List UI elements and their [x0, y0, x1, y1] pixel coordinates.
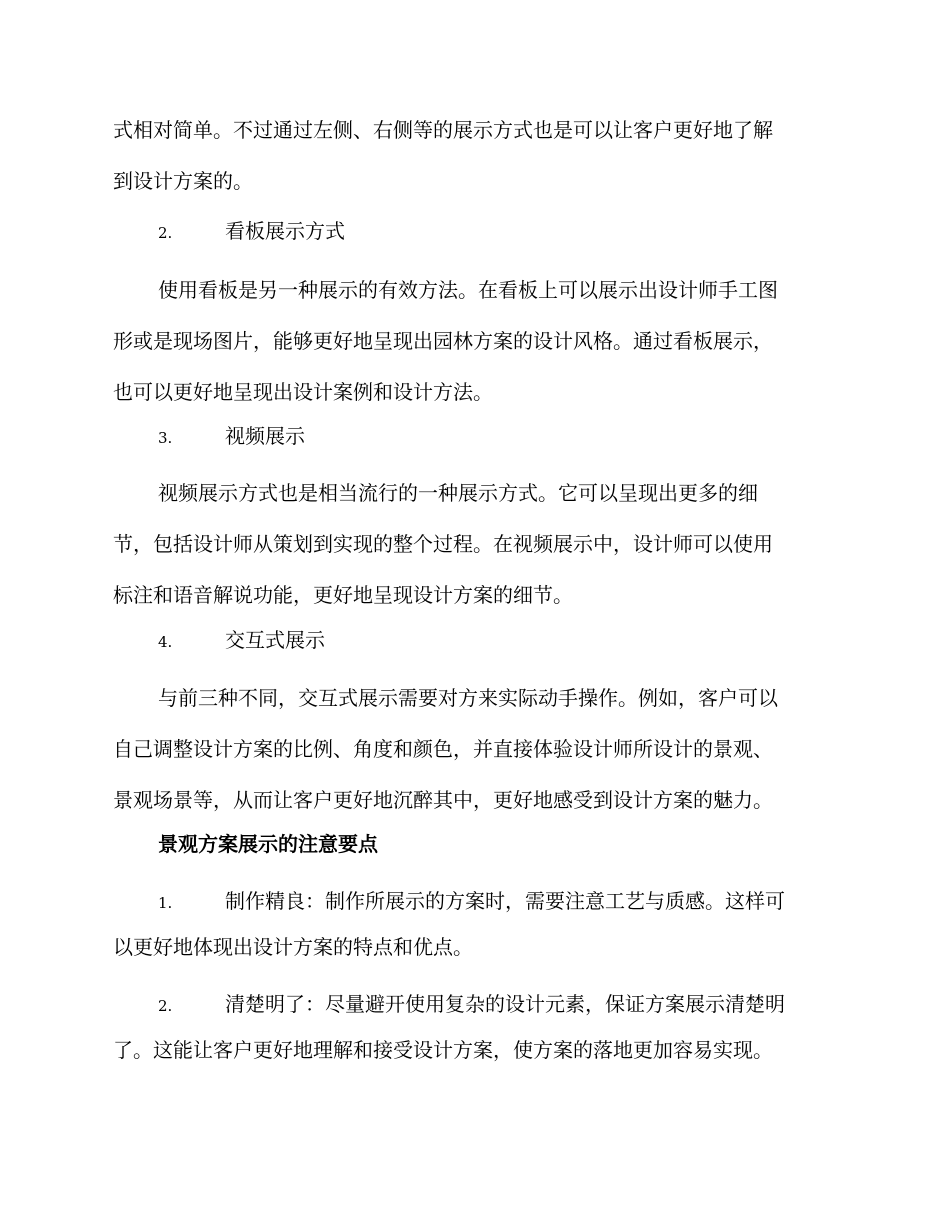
paragraph-line: 自己调整设计方案的比例、角度和颜色，并直接体验设计师所设计的景观、: [113, 737, 773, 761]
paragraph-line: 了。这能让客户更好地理解和接受设计方案，使方案的落地更加容易实现。: [113, 1038, 773, 1062]
list-item-kanban-display: [158, 206, 345, 259]
paragraph-line: 标注和语音解说功能，更好地呈现设计方案的细节。: [113, 583, 573, 607]
section-heading: 景观方案展示的注意要点: [158, 832, 378, 856]
paragraph-line: 以更好地体现出设计方案的特点和优点。: [113, 935, 473, 959]
list-item-title: 看板展示方式: [225, 219, 345, 243]
list-number: 3.: [158, 429, 173, 447]
paragraph-line: 式相对简单。不过通过左侧、右侧等的展示方式也是可以让客户更好地了解: [113, 118, 773, 142]
paragraph-line: 视频展示方式也是相当流行的一种展示方式。它可以呈现出更多的细: [158, 481, 758, 505]
list-item-title: 视频展示: [225, 424, 305, 448]
note-item-text: 清楚明了：尽量避开使用复杂的设计元素，保证方案展示清楚明: [225, 992, 785, 1016]
paragraph-line: 景观场景等，从而让客户更好地沉醉其中，更好地感受到设计方案的魅力。: [113, 788, 773, 812]
paragraph-line: 节，包括设计师从策划到实现的整个过程。在视频展示中，设计师可以使用: [113, 532, 773, 556]
list-number: 2.: [158, 224, 173, 242]
list-item-video-display: [158, 411, 305, 464]
note-item-text: 制作精良：制作所展示的方案时，需要注意工艺与质感。这样可: [225, 889, 785, 913]
paragraph-line: 也可以更好地呈现出设计案例和设计方法。: [113, 380, 493, 404]
list-item-title: 交互式展示: [225, 628, 325, 652]
paragraph-line: 与前三种不同，交互式展示需要对方来实际动手操作。例如，客户可以: [158, 686, 778, 710]
video-paragraph: [113, 468, 833, 621]
note-item-1-continuation: [113, 922, 833, 973]
list-item-interactive-display: [158, 615, 325, 668]
paragraph-line: 使用看板是另一种展示的有效方法。在看板上可以展示出设计师手工图: [158, 278, 778, 302]
note-item-2-continuation: [113, 1025, 833, 1076]
list-number: 4.: [158, 633, 173, 651]
interactive-paragraph: [113, 673, 833, 826]
list-number: 2.: [158, 997, 173, 1015]
intro-paragraph: [113, 105, 833, 207]
list-number: 1.: [158, 894, 173, 912]
kanban-paragraph: [113, 265, 833, 418]
paragraph-line: 形或是现场图片，能够更好地呈现出园林方案的设计风格。通过看板展示，: [113, 329, 773, 353]
paragraph-line: 到设计方案的。: [113, 169, 253, 193]
